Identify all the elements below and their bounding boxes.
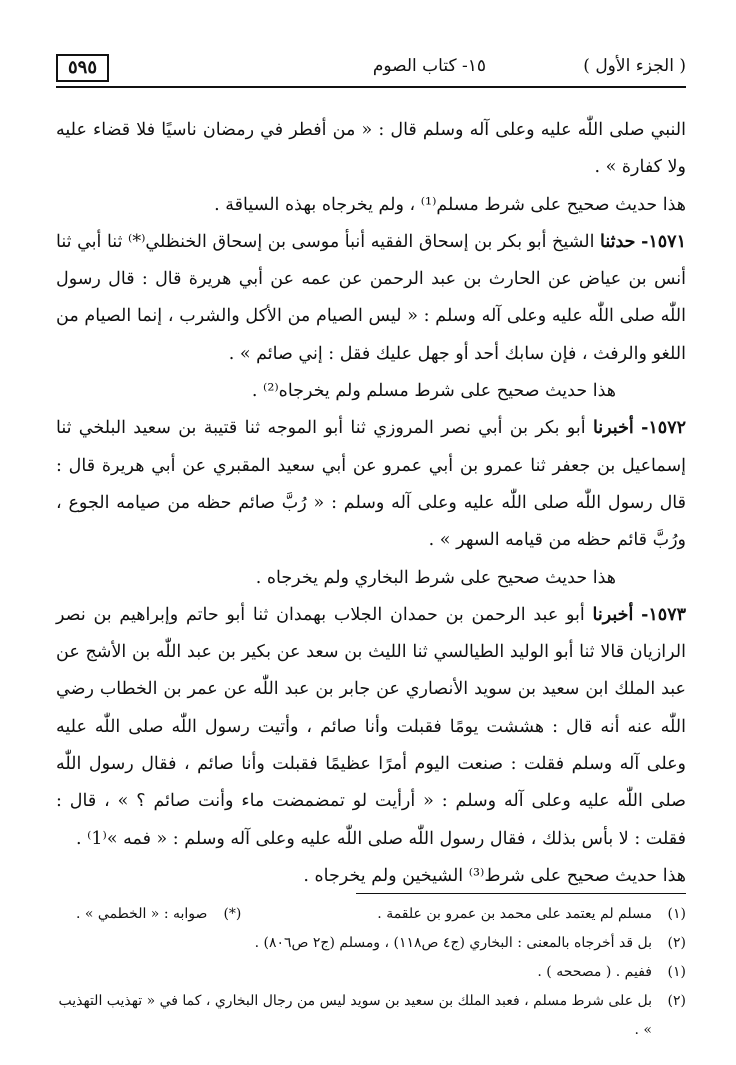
- footnote-2: [56, 929, 686, 958]
- paragraph-continuation: النبي صلى اللّٰه عليه وعلى آله وسلم قال : « من أفطر في رمضان ناسيًا فلا قضاء عليه ولا كفارة » .: [56, 120, 686, 178]
- footnote-rule: [356, 893, 686, 894]
- grade-statement: هذا حديث صحيح على شرط مسلم⁽¹⁾ ، ولم يخرجاه بهذه السياقة .: [214, 194, 686, 215]
- main-text: [56, 112, 686, 895]
- footnote-text: مسلم لم يعتمد على محمد بن عمرو بن علقمة .: [377, 906, 652, 922]
- footnote-text: بل قد أخرجاه بالمعنى : البخاري (ج٤ ص١١٨) ، ومسلم (ج٢ ص٨٠٦) .: [254, 935, 652, 951]
- hadith-lead: أخبرنا: [592, 418, 634, 439]
- footnote-number: (٢): [667, 935, 686, 951]
- footnote-star: [56, 900, 241, 929]
- hadith-number: ١٥٧١-: [641, 231, 686, 252]
- hadith-1573: [56, 597, 686, 858]
- footnote-number: (٢): [667, 993, 686, 1009]
- header-rule: [56, 86, 686, 88]
- hadith-text: أبو عبد الرحمن بن حمدان الجلاب بهمدان ثنا أبو حاتم وإبراهيم بن نصر الرازيان قالا ثنا أبو الوليد الطيالسي ثنا الليث بن سعد عن بكير بن عبد اللّٰه بن الأشج عن عبد الملك ابن سعيد بن سويد الأنصاري عن جابر بن عبد اللّٰه عن عمر بن الخطاب رضي اللّٰه عنه أنه قال : هششت يومًا فقبلت وأنا صائم ، وأتيت رسول اللّٰه صلى اللّٰه عليه وعلى آله وسلم فقلت : صنعت اليوم أمرًا عظيمًا فقبلت وأنا صائم ، فقال رسول اللّٰه صلى اللّٰه عليه وعلى آله وسلم : « أرأيت لو تمضمضت ماء وأنت صائم ؟ » ، قال : فقلت : لا بأس بذلك ، فقال رسول اللّٰه صلى اللّٰه عليه وعلى آله وسلم : « فمه »⁽1⁾ .: [56, 604, 686, 849]
- grade-statement: هذا حديث صحيح على شرط⁽³⁾ الشيخين ولم يخرجاه .: [303, 865, 686, 886]
- hadith-1571: [56, 224, 686, 373]
- hadith-lead: حدثنا: [600, 231, 636, 252]
- hadith-number: ١٥٧٢-: [641, 418, 686, 439]
- page-header: [56, 50, 686, 86]
- footnote-number: (١): [667, 906, 686, 922]
- footnotes: [56, 900, 686, 1045]
- volume-title: ( الجزء الأول ): [583, 56, 686, 76]
- grade-statement: هذا حديث صحيح على شرط مسلم ولم يخرجاه⁽²⁾ .: [251, 381, 616, 402]
- hadith-text: الشيخ أبو بكر بن إسحاق الفقيه أنبأ موسى بن إسحاق الخنظلي⁽*⁾ ثنا أبي ثنا أنس بن عياض عن الحارث بن عبد الرحمن عن عمه عن أبي هريرة قال : قال رسول اللّٰه صلى اللّٰه عليه وعلى آله وسلم : « ليس الصيام من الأكل والشرب ، إنما الصيام من اللغو والرفث ، فإن سابك أحد أو جهل عليك فقل : إني صائم » .: [56, 231, 686, 364]
- hadith-1572: [56, 410, 686, 559]
- footnote-text: بل على شرط مسلم ، فعبد الملك بن سعيد بن سويد ليس من رجال البخاري ، كما في « تهذيب التهذيب » .: [58, 993, 652, 1038]
- footnote-1: [377, 900, 686, 929]
- hadith-number: ١٥٧٣-: [641, 604, 686, 625]
- hadith-text: أبو بكر بن أبي نصر المروزي ثنا أبو الموجه ثنا قتيبة بن سعيد البلخي ثنا إسماعيل بن جعفر ثنا عمرو بن أبي عمرو عن أبي سعيد المقبري عن أبي هريرة قال : قال رسول اللّٰه صلى اللّٰه عليه وعلى آله وسلم : « رُبَّ صائم حظه من صيامه الجوع ، ورُبَّ قائم حظه من قيامه السهر » .: [56, 418, 686, 551]
- footnote-row: [56, 900, 686, 929]
- page-number: ٥٩٥: [56, 54, 109, 82]
- footnote-number: (١): [667, 964, 686, 980]
- footnote-4: [56, 987, 686, 1045]
- footnote-text: صوابه : « الخطمي » .: [76, 906, 208, 922]
- grade-statement: هذا حديث صحيح على شرط البخاري ولم يخرجاه .: [255, 567, 616, 588]
- hadith-lead: أخبرنا: [592, 604, 634, 625]
- chapter-title: ١٥- كتاب الصوم: [372, 56, 486, 76]
- footnote-3: [56, 958, 686, 987]
- footnote-text: ففيم . ( مصححه ) .: [537, 964, 652, 980]
- footnote-number: (*): [223, 906, 242, 922]
